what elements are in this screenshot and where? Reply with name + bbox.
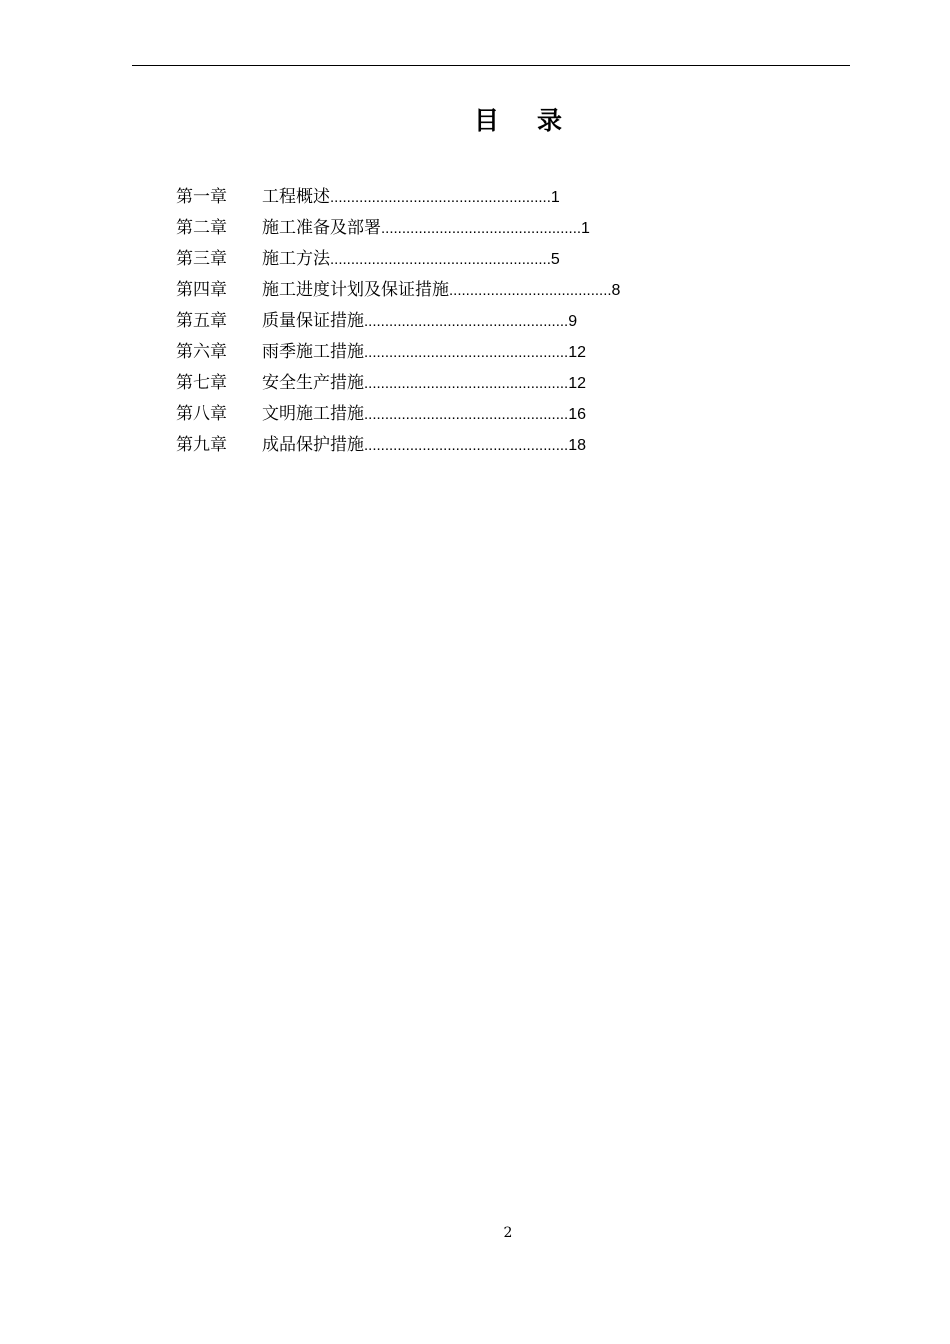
toc-entry[interactable] (176, 245, 620, 276)
toc-page-number: 8 (611, 282, 621, 299)
toc-entry-name: 施工方法 (262, 249, 330, 269)
toc-entry[interactable] (176, 369, 620, 400)
toc-entry[interactable] (176, 431, 620, 462)
toc-title-char-2: 录 (537, 106, 563, 135)
toc-entry-name: 施工准备及部署 (262, 218, 381, 238)
toc-chapter: 第四章 (176, 280, 227, 300)
toc-entry-name: 成品保护措施 (262, 435, 364, 455)
toc-chapter: 第八章 (176, 404, 227, 424)
toc-entry-name: 施工进度计划及保证措施 (262, 280, 449, 300)
toc-chapter: 第二章 (176, 218, 227, 238)
toc-entry[interactable] (176, 307, 620, 338)
toc-page-number: 5 (550, 251, 560, 268)
footer-page-number: 2 (503, 1225, 513, 1241)
toc-chapter: 第五章 (176, 311, 227, 331)
toc-chapter: 第一章 (176, 187, 227, 207)
toc-entry-name: 质量保证措施 (262, 311, 364, 331)
toc-leader-dots: ....................................... (449, 282, 612, 299)
toc-entry-name: 文明施工措施 (262, 404, 364, 424)
toc-entry[interactable] (176, 276, 620, 307)
toc-leader-dots: ................................................. (364, 344, 569, 361)
toc-page-number: 12 (568, 375, 587, 392)
toc-chapter: 第九章 (176, 435, 227, 455)
toc-entry-name: 工程概述 (262, 187, 330, 207)
toc-page-number: 18 (568, 437, 587, 454)
toc-chapter: 第六章 (176, 342, 227, 362)
toc-chapter: 第三章 (176, 249, 227, 269)
toc-leader-dots: ................................................. (364, 406, 569, 423)
toc-page-number: 12 (568, 344, 587, 361)
toc-chapter: 第七章 (176, 373, 227, 393)
toc-page-number: 16 (568, 406, 587, 423)
toc-leader-dots: ..................................................... (330, 251, 551, 268)
toc-leader-dots: ................................................. (364, 313, 569, 330)
toc-entry[interactable] (176, 183, 620, 214)
toc-entry[interactable] (176, 338, 620, 369)
toc-title (0, 104, 950, 138)
toc-title-char-1: 目 (473, 106, 499, 135)
toc-page-number: 1 (581, 220, 590, 237)
toc-entry[interactable] (176, 400, 620, 431)
toc-leader-dots: ................................................. (364, 375, 569, 392)
toc-entry-name: 安全生产措施 (262, 373, 364, 393)
toc-leader-dots: ................................................ (381, 220, 582, 237)
toc-leader-dots: ................................................. (364, 437, 569, 454)
toc-list (176, 183, 620, 462)
toc-entry-name: 雨季施工措施 (262, 342, 364, 362)
toc-page-number: 9 (568, 313, 578, 330)
toc-entry[interactable] (176, 214, 620, 245)
header-rule (132, 65, 850, 66)
toc-page-number: 1 (550, 189, 560, 206)
toc-leader-dots: ..................................................... (330, 189, 551, 206)
